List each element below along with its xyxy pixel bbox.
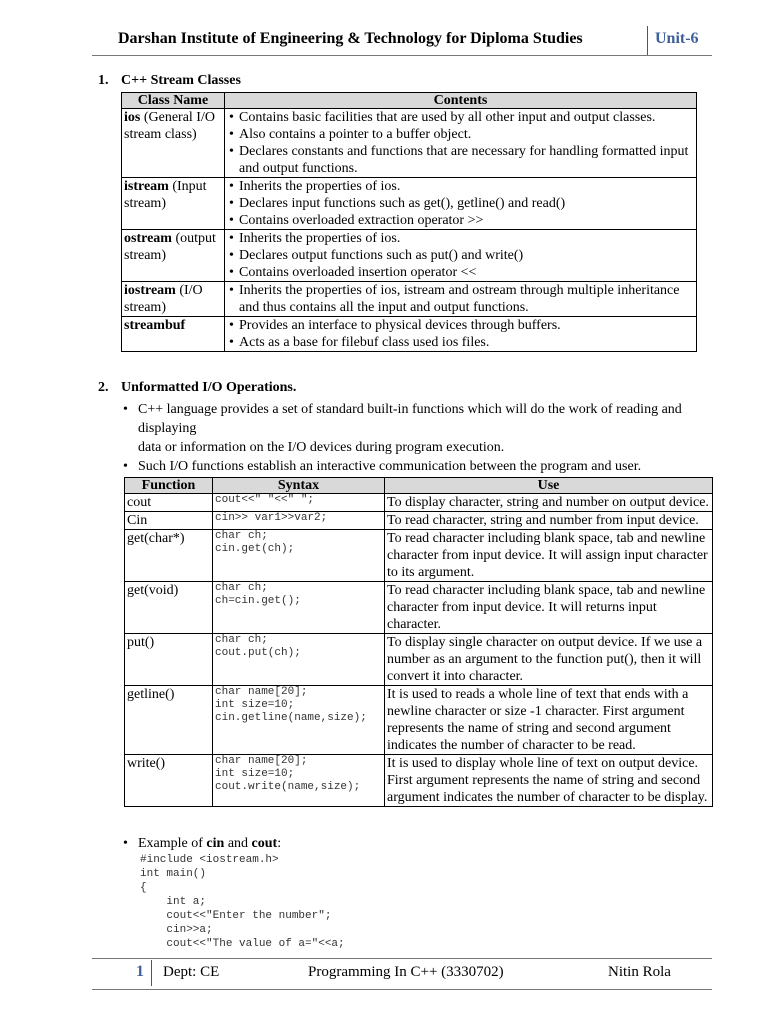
footer-dept: Dept: CE (163, 964, 220, 980)
page-header-title: Darshan Institute of Engineering & Technology for Diploma Studies (118, 30, 583, 47)
class-name-cell (122, 178, 225, 230)
function-cell: get(char*) (125, 530, 213, 582)
example-cout: cout (251, 836, 278, 851)
function-cell: Cin (125, 512, 213, 530)
use-cell: It is used to display whole line of text on output device. First argument represents the name of string and second argument indicates the number of character to be display. (385, 755, 713, 807)
footer-author: Nitin Rola (608, 964, 671, 980)
page-number: 1 (136, 963, 144, 980)
header-rule (92, 55, 712, 56)
syntax-cell: cin>> var1>>var2; (213, 512, 385, 530)
bullet-icon: • (123, 459, 128, 474)
io-functions-table (124, 477, 713, 807)
bullet-continuation: data or information on the I/O devices during program execution. (138, 440, 505, 455)
list-item: • Provides an interface to physical devices through buffers. (227, 317, 694, 334)
contents-cell (225, 282, 697, 317)
class-name: istream (124, 179, 169, 194)
class-desc: (Input stream) (124, 179, 207, 211)
col-header-class-name: Class Name (122, 93, 225, 109)
function-cell: get(void) (125, 582, 213, 634)
list-item: • Declares constants and functions that are necessary for handling formatted input and output functions. (227, 143, 694, 177)
bullet-text: Such I/O functions establish an interactive communication between the program and user. (138, 459, 642, 474)
function-cell: getline() (125, 686, 213, 755)
class-name: streambuf (124, 318, 186, 333)
table-row (125, 530, 713, 582)
use-cell: To display single character on output device. If we use a number as an argument to the function put(), then it will convert it into character. (385, 634, 713, 686)
contents-cell (225, 109, 697, 178)
class-name-cell (122, 282, 225, 317)
table-header-row (122, 93, 697, 109)
syntax-cell: char name[20]; int size=10; cin.getline(name,size); (213, 686, 385, 755)
contents-cell (225, 317, 697, 352)
table-row (122, 178, 697, 230)
example-cin: cin (206, 836, 225, 851)
syntax-cell: char ch; cin.get(ch); (213, 530, 385, 582)
example-suffix: : (277, 836, 282, 851)
section-1-number: 1. (98, 73, 109, 88)
footer-rule (92, 958, 712, 959)
bullet-icon: • (123, 836, 128, 851)
contents-cell (225, 178, 697, 230)
list-item: • Also contains a pointer to a buffer object. (227, 126, 694, 143)
bullet-text: C++ language provides a set of standard built-in functions which will do the work of reading and displaying (138, 402, 682, 436)
use-cell: It is used to reads a whole line of text that ends with a newline character or size -1 character. First argument represents the name of string and second argument indicates the number of character to be read. (385, 686, 713, 755)
col-header-syntax: Syntax (213, 478, 385, 494)
list-item: • Declares output functions such as put() and write() (227, 247, 694, 264)
syntax-cell: char ch; cout.put(ch); (213, 634, 385, 686)
section-2-title: Unformatted I/O Operations. (121, 380, 297, 395)
class-name-cell (122, 230, 225, 282)
col-header-contents: Contents (225, 93, 697, 109)
function-cell: put() (125, 634, 213, 686)
list-item: • Inherits the properties of ios. (227, 178, 694, 195)
col-header-function: Function (125, 478, 213, 494)
table-row (125, 512, 713, 530)
table-header-row (125, 478, 713, 494)
class-desc: (General I/O stream class) (124, 110, 215, 142)
class-name: ios (124, 110, 141, 125)
list-item: • Acts as a base for filebuf class used ios files. (227, 334, 694, 351)
footer-divider (151, 960, 152, 986)
unit-label: Unit-6 (655, 30, 699, 47)
syntax-cell: char name[20]; int size=10; cout.write(name,size); (213, 755, 385, 807)
use-cell: To read character, string and number from input device. (385, 512, 713, 530)
bullet-item (123, 457, 708, 476)
list-item: • Contains overloaded insertion operator << (227, 264, 694, 281)
use-cell: To display character, string and number on output device. (385, 494, 713, 512)
table-row (125, 755, 713, 807)
code-example: #include <iostream.h> int main() { int a; cout<<"Enter the number"; cin>>a; cout<<"The value of a="<<a; (140, 854, 345, 950)
footer-bottom-rule (92, 989, 712, 990)
function-cell: write() (125, 755, 213, 807)
section-2-number: 2. (98, 380, 109, 395)
stream-classes-table (121, 92, 697, 352)
table-row (125, 634, 713, 686)
table-row (125, 686, 713, 755)
table-row (122, 109, 697, 178)
list-item: • Contains overloaded extraction operator >> (227, 212, 694, 229)
header-divider (647, 26, 648, 55)
class-desc: (I/O stream) (124, 283, 203, 315)
list-item: • Inherits the properties of ios. (227, 230, 694, 247)
function-cell: cout (125, 494, 213, 512)
example-prefix: Example of (138, 836, 207, 851)
class-name: iostream (124, 283, 176, 298)
footer-course: Programming In C++ (3330702) (308, 964, 504, 980)
col-header-use: Use (385, 478, 713, 494)
contents-cell (225, 230, 697, 282)
table-row (125, 582, 713, 634)
list-item: • Contains basic facilities that are used by all other input and output classes. (227, 109, 694, 126)
use-cell: To read character including blank space, tab and newline character from input device. It will assign input character to its argument. (385, 530, 713, 582)
class-name-cell (122, 109, 225, 178)
bullet-icon: • (123, 402, 128, 417)
example-heading (123, 834, 708, 853)
example-and: and (224, 836, 252, 851)
table-row (125, 494, 713, 512)
table-row (122, 230, 697, 282)
list-item: • Inherits the properties of ios, istream and ostream through multiple inheritance and thus contains all the input and output functions. (227, 282, 694, 316)
class-desc: (output stream) (124, 231, 216, 263)
class-name-cell (122, 317, 225, 352)
table-row (122, 282, 697, 317)
section-1-title: C++ Stream Classes (121, 73, 241, 88)
use-cell: To read character including blank space, tab and newline character from input device. It will returns input character. (385, 582, 713, 634)
class-name: ostream (124, 231, 172, 246)
table-row (122, 317, 697, 352)
bullet-item (123, 400, 708, 438)
list-item: • Declares input functions such as get(), getline() and read() (227, 195, 694, 212)
syntax-cell: cout<<" "<<" "; (213, 494, 385, 512)
syntax-cell: char ch; ch=cin.get(); (213, 582, 385, 634)
